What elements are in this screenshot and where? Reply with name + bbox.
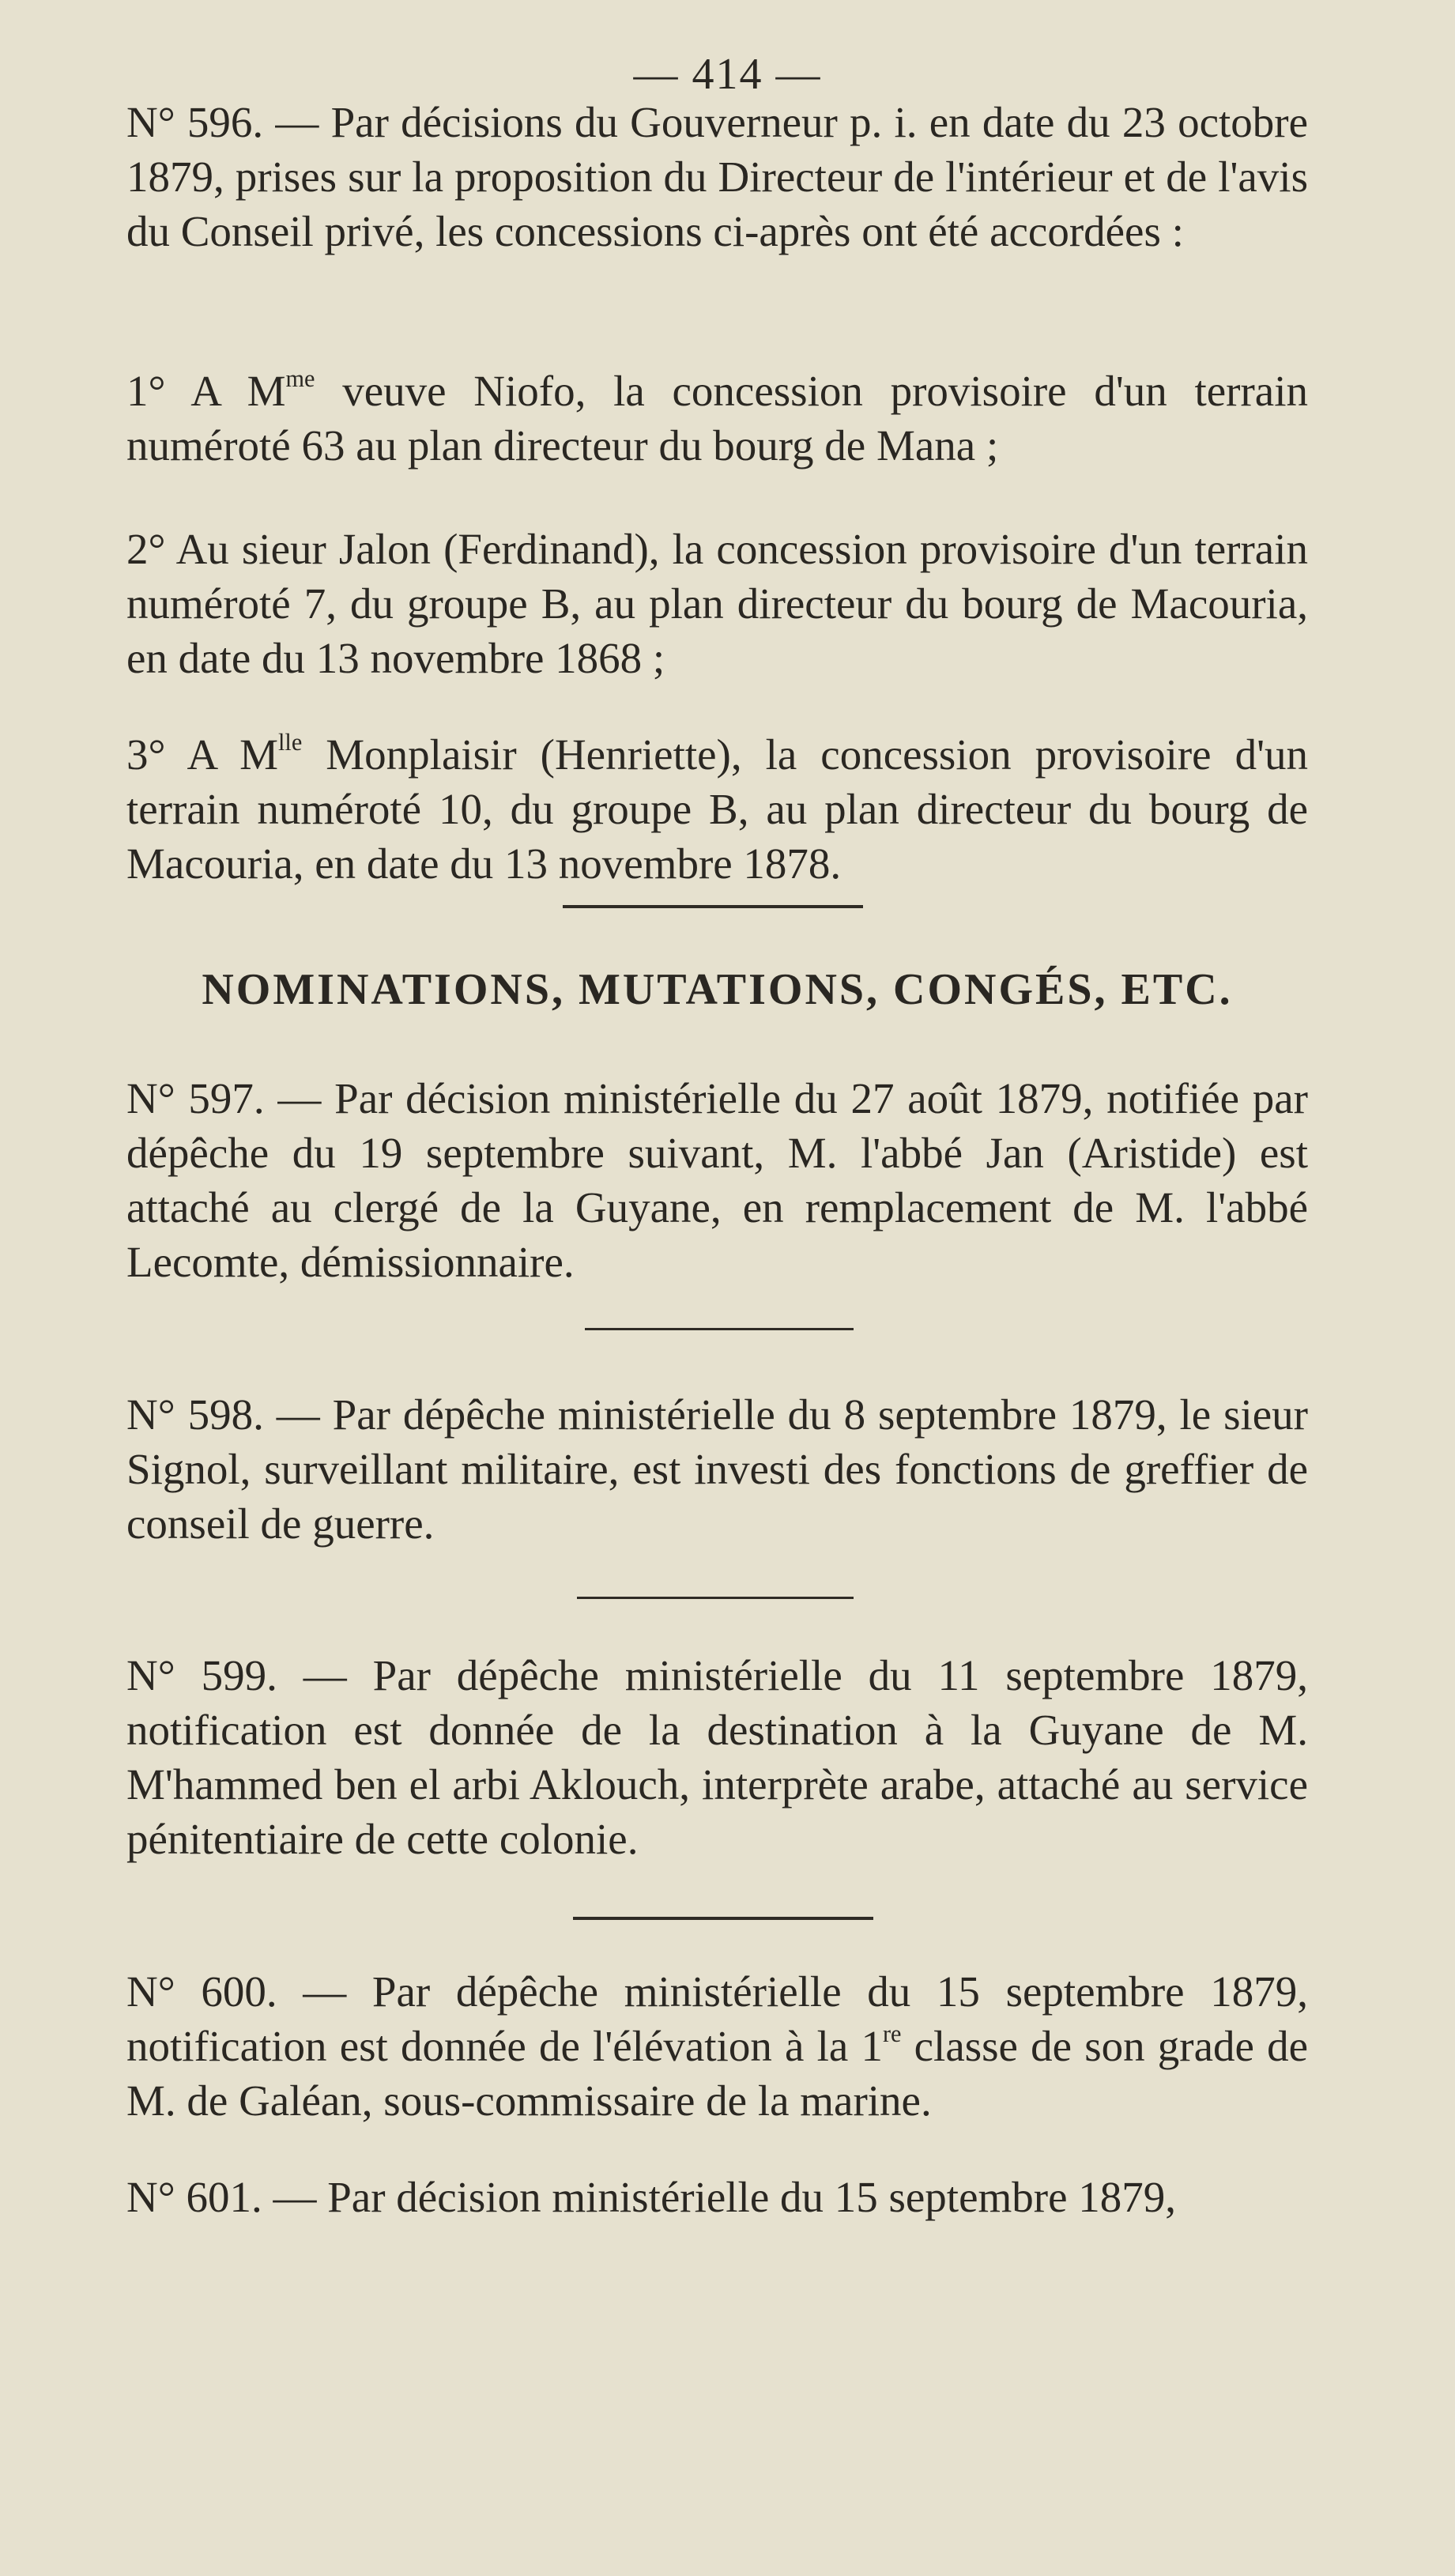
- item-3-text-b: Monplaisir (Henriette), la concession provisoire d'un terrain numéroté 10, du groupe B, au plan directeur du bourg de Macouria, en date du 13 novembre 1878.: [126, 730, 1308, 888]
- paragraph-599-text: N° 599. — Par dépêche ministérielle du 11 septembre 1879, notification est donnée de la destination à la Guyane de M. M'hammed ben el arbi Aklouch, interprète arabe, attaché au service pénitentiaire de cette colonie.: [126, 1651, 1308, 1863]
- paragraph-599: [126, 1648, 1308, 1866]
- paragraph-601: [126, 2170, 1308, 2224]
- paragraph-597: [126, 1071, 1308, 1289]
- paragraph-598-text: N° 598. — Par dépêche ministérielle du 8 septembre 1879, le sieur Signol, surveillant militaire, est investi des fonctions de greffier de conseil de guerre.: [126, 1390, 1308, 1548]
- separator-rule: [585, 1328, 854, 1330]
- item-3: [126, 727, 1308, 891]
- paragraph-600-text-a: N° 600. — Par dépêche ministérielle du 15 septembre 1879, notification est donnée de l'élévation à la 1: [126, 1967, 1308, 2070]
- item-2-text: 2° Au sieur Jalon (Ferdinand), la concession provisoire d'un terrain numéroté 7, du groupe B, au plan directeur du bourg de Macouria, en date du 13 novembre 1868 ;: [126, 525, 1308, 682]
- paragraph-600-superscript: re: [882, 2020, 902, 2047]
- paragraph-598: [126, 1387, 1308, 1551]
- paragraph-601-text: N° 601. — Par décision ministérielle du 15 septembre 1879,: [126, 2173, 1177, 2221]
- item-1-text-a: 1° A M: [126, 367, 286, 415]
- paragraph-596-text: N° 596. — Par décisions du Gouverneur p. i. en date du 23 octobre 1879, prises sur la proposition du Directeur de l'intérieur et de l'avis du Conseil privé, les concessions ci-après ont été accordées :: [126, 98, 1308, 255]
- separator-rule: [577, 1597, 854, 1599]
- item-1-text-b: veuve Niofo, la concession provisoire d'un terrain numéroté 63 au plan directeur du bourg de Mana ;: [126, 367, 1308, 470]
- item-2: [126, 522, 1308, 685]
- item-1: [126, 364, 1308, 473]
- page-number: — 414 —: [633, 50, 822, 99]
- item-3-text-a: 3° A M: [126, 730, 279, 779]
- section-heading: NOMINATIONS, MUTATIONS, CONGÉS, ETC.: [202, 965, 1233, 1014]
- separator-rule: [573, 1917, 873, 1920]
- paragraph-597-text: N° 597. — Par décision ministérielle du 27 août 1879, notifiée par dépêche du 19 septembre suivant, M. l'abbé Jan (Aristide) est attaché au clergé de la Guyane, en remplacement de M. l'abbé Lecomte, démissionnaire.: [126, 1074, 1308, 1286]
- paragraph-600-text-b: classe de son grade de M. de Galéan, sous-commissaire de la marine.: [126, 2022, 1308, 2125]
- item-1-superscript: me: [285, 364, 315, 392]
- section-rule: [563, 905, 863, 908]
- paragraph-596: [126, 95, 1308, 258]
- paragraph-600: [126, 1964, 1308, 2128]
- item-3-superscript: lle: [278, 728, 303, 756]
